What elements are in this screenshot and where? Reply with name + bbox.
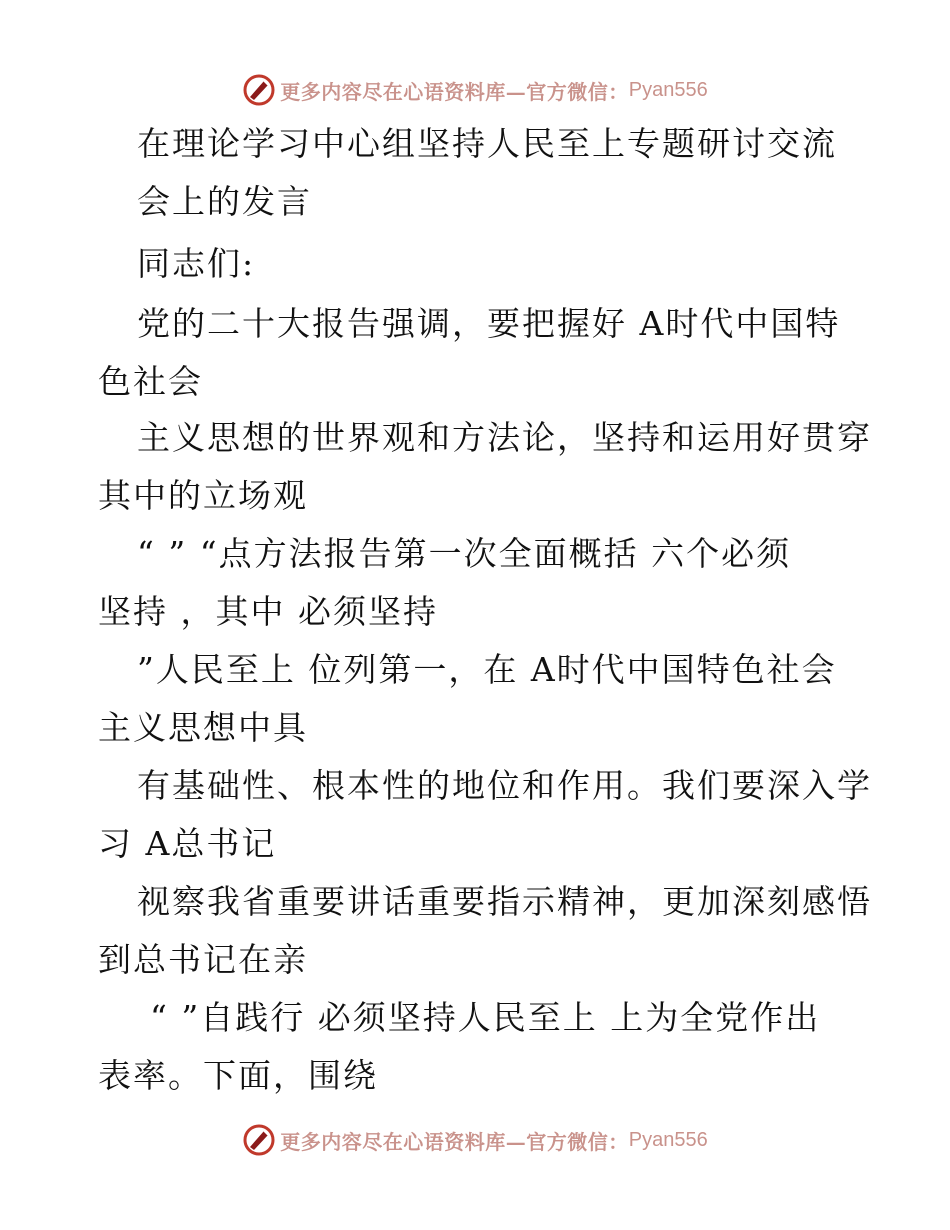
watermark-header [0,70,950,110]
watermark-text: 更多内容尽在心语资料库—官方微信： [280,1129,629,1154]
watermark-text: 更多内容尽在心语资料库—官方微信： [280,79,629,104]
paragraph-line: 有基础性、根本性的地位和作用。我们要深入学 [137,766,872,805]
paragraph-line: 主义思想的世界观和方法论，坚持和运用好贯穿 [137,418,872,457]
watermark-handle: Pyan556 [628,78,708,101]
watermark-footer [0,1120,950,1160]
salutation: 同志们: [137,244,256,283]
paragraph-line: 其中的立场观 [98,476,308,515]
paragraph-line: 习 A总书记 [98,824,277,863]
paragraph-line: 坚持 ，其中 必须坚持 [98,592,438,631]
paragraph-line: 主义思想中具 [98,708,308,747]
pen-seal-icon [242,1123,276,1157]
paragraph-line: 党的二十大报告强调，要把握好 A时代中国特 [137,304,841,343]
watermark-handle: Pyan556 [628,1128,708,1151]
paragraph-line: 视察我省重要讲话重要指示精神，更加深刻感悟 [137,882,872,921]
paragraph-line: 表率。下面，围绕 [98,1056,378,1095]
document-title-line-1: 在理论学习中心组坚持人民至上专题研讨交流 [137,124,837,163]
paragraph-line: 色社会 [98,362,203,401]
pen-seal-icon [242,73,276,107]
paragraph-line: ”人民至上 位列第一，在 A时代中国特色社会 [137,650,837,689]
document-title-line-2: 会上的发言 [137,182,312,221]
paragraph-line: “ ” “点方法报告第一次全面概括 六个必须 [137,534,792,573]
paragraph-line: “ ”自践行 必须坚持人民至上 上为全党作出 [150,998,821,1037]
paragraph-line: 到总书记在亲 [98,940,308,979]
